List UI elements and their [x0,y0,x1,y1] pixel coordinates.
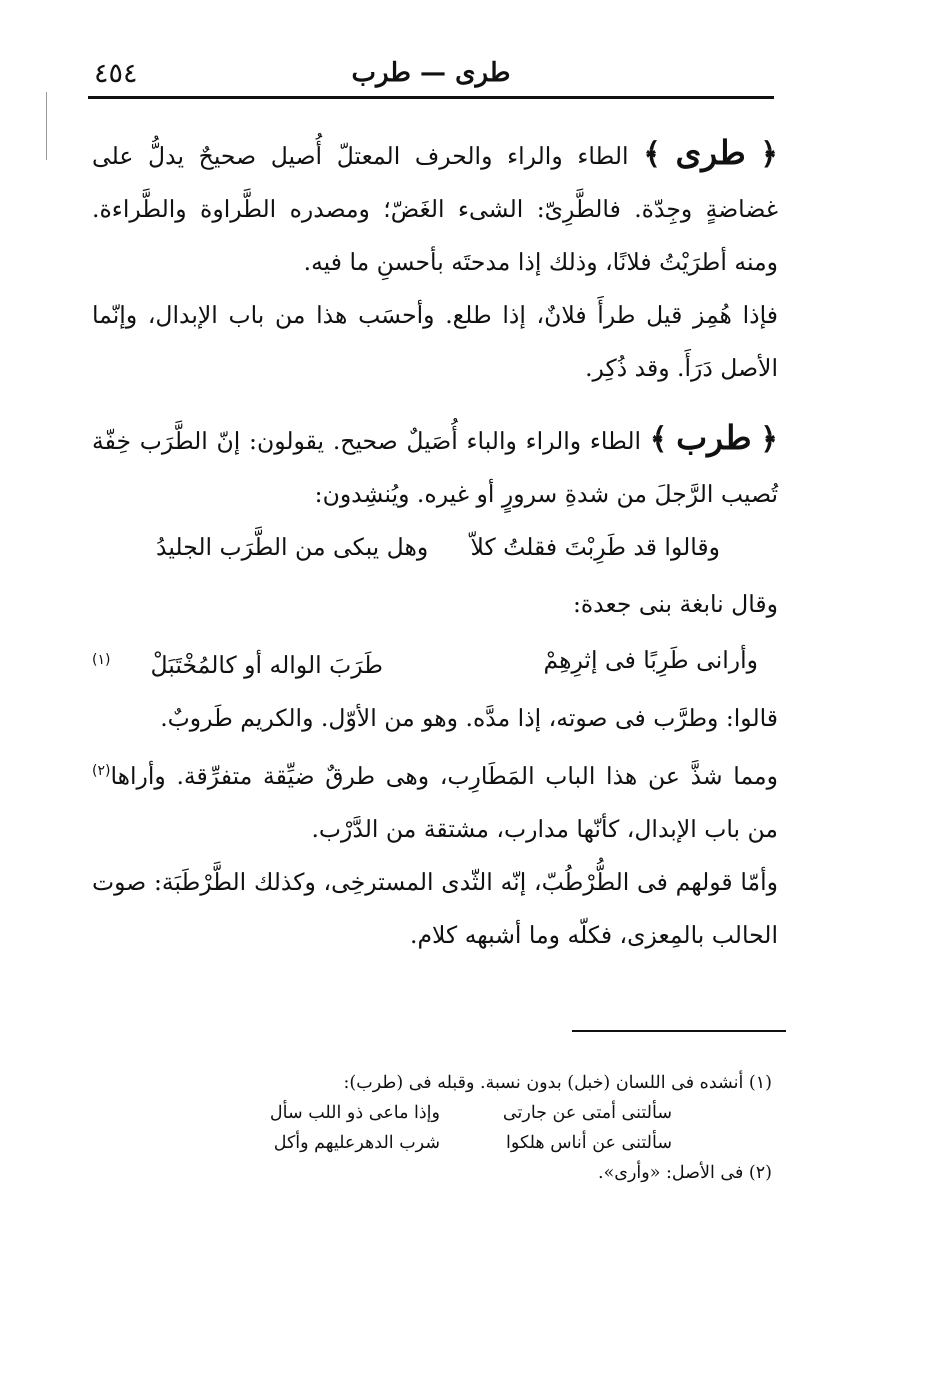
paragraph-text: الطاء والراء والحرف المعتلّ أُصيل صحيحٌ يدلُّ على غضاضةٍ وجِدّة. فالطَّرِىّ: الشىء الغَضّ؛ ومصدره الطَّراوة والطَّراءة. ومنه أطرَيْتُ فلانًا، وذلك إذا مدحتَه بأحسنِ ما فيه. [92,142,778,276]
poet-intro: وقال نابغة بنى جعدة: [572,590,778,618]
entry-paragraph: فإذا هُمِز قيل طرأَ فلانٌ، إذا طلع. وأحسَب هذا من باب الإبدال، وإنّما الأصل دَرَأَ. وقد ذُكِر. [92,301,778,382]
footnote-1: (١) أنشده فى اللسان (خبل) بدون نسبة. وقبله فى (طرب): [343,1073,772,1093]
verse-hemistich: سألتنى عن أناس هلكوا [506,1133,672,1153]
paragraph-text: الطاء والراء والباء أُصَيلٌ صحيح. يقولون: إنّ الطَّرَب خِفّة تُصيب الرَّجلَ من شدةِ سرورٍ أو غيره. ويُنشِدون: [92,427,778,508]
verse-hemistich: وإذا ماعى ذو اللب سأل [269,1103,440,1123]
verse-hemistich: سألتنى أمتى عن جارتى [502,1103,672,1123]
verse-hemistich-text: طَرَبَ الواله أو كالمُخْتَبَلْ [150,650,383,679]
verse-hemistich: وهل يبكى من الطَّرَب الجليدُ [156,533,429,561]
open-bracket: ﴿ [760,422,778,457]
entry-paragraph: وأمّا قولهم فى الطُّرْطُبّ، إنّه الثّدى المسترخِى، وكذلك الطَّرْطَبَة: صوت الحالب بالمِعزى، فكلّه وما أشبهه كلام. [92,867,778,949]
close-bracket: ﴾ [643,137,661,172]
running-title: طرى — طرب [351,58,511,88]
page-number: ٤٥٤ [94,58,138,89]
headword: طرى [675,133,746,172]
page-header [88,52,774,98]
header-rule [88,96,774,99]
entry-paragraph [92,411,778,521]
footnotes [200,1068,772,1188]
verse-line [92,521,778,574]
entry-paragraph [92,126,778,289]
footnote-2: (٢) فى الأصل: «وأرى». [598,1163,772,1183]
footnote-marker: (٢) [92,762,111,779]
open-bracket: ﴿ [760,137,778,172]
entry-paragraph [92,745,778,856]
entry-tarab [92,411,778,962]
verse-hemistich: وقالوا قد طَرِبْتَ فقلتُ كلاّ [470,533,720,561]
verse-hemistich [92,634,383,692]
verse-hemistich: وأرانى طَرِبًا فى إثرِهِمْ [543,646,758,674]
margin-mark [46,92,47,160]
headword: طرب [676,418,752,457]
footnote-verse [200,1128,772,1158]
main-text [92,126,778,978]
footnote-verse [200,1098,772,1128]
paragraph-text: من باب الإبدال، كأنّها مدارب، مشتقة من الدَّرْب. [311,814,778,843]
footnote-marker: (١) [92,652,111,668]
footnote-rule [572,1030,786,1032]
paragraph-text: ومما شذَّ عن هذا الباب المَطَارِب، وهى طرقٌ ضيِّقة متفرِّقة. وأراها [110,761,778,790]
verse-hemistich: شرب الدهرعليهم وأكل [273,1133,440,1153]
entry-tarā [92,126,778,395]
close-bracket: ﴾ [649,422,668,457]
verse-line [92,634,778,692]
entry-paragraph: قالوا: وطرَّب فى صوته، إذا مدَّه. وهو من الأوّل. والكريم طَروبٌ. [160,703,778,732]
